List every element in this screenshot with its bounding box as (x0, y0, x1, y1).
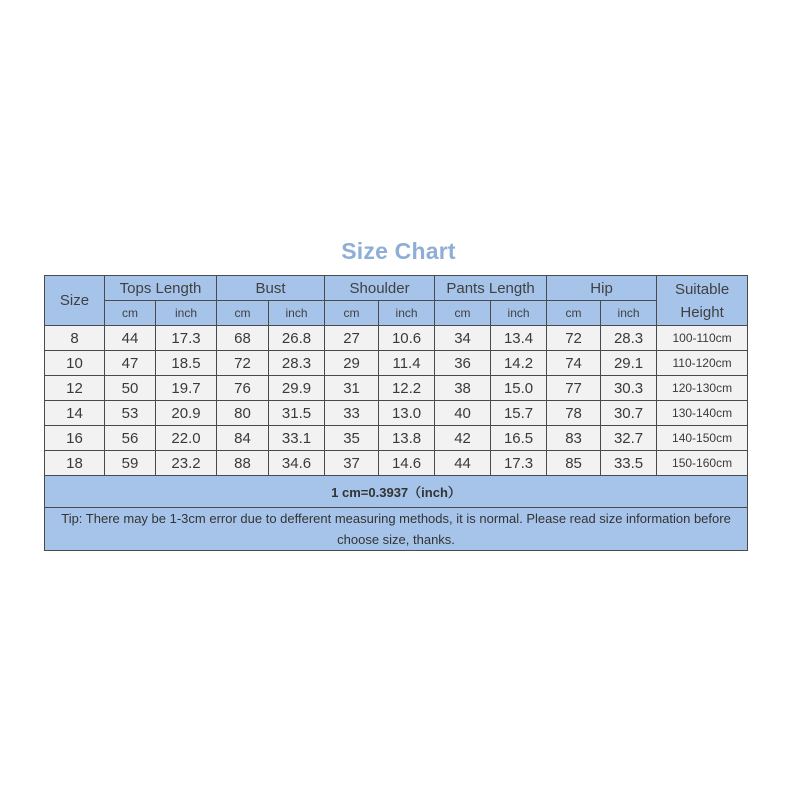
measurement-cell: 88 (217, 451, 269, 476)
table-row (45, 451, 748, 476)
size-cell: 14 (45, 401, 105, 426)
measurement-cell: 29.9 (269, 376, 325, 401)
header-group: Shoulder (325, 276, 435, 301)
chart-title: Size Chart (341, 238, 456, 264)
size-cell: 8 (45, 326, 105, 351)
header-unit: inch (156, 301, 217, 326)
measurement-cell: 83 (547, 426, 601, 451)
measurement-cell: 28.3 (601, 326, 657, 351)
measurement-cell: 30.3 (601, 376, 657, 401)
table-row (45, 401, 748, 426)
measurement-cell: 53 (105, 401, 156, 426)
header-unit: cm (435, 301, 491, 326)
size-cell: 18 (45, 451, 105, 476)
measurement-cell: 56 (105, 426, 156, 451)
measurement-cell: 29 (325, 351, 379, 376)
measurement-cell: 47 (105, 351, 156, 376)
measurement-cell: 23.2 (156, 451, 217, 476)
height-cell: 120-130cm (657, 376, 748, 401)
conversion-note: 1 cm=0.3937（inch） (45, 476, 748, 508)
measurement-cell: 44 (435, 451, 491, 476)
measurement-cell: 74 (547, 351, 601, 376)
header-group: Tops Length (105, 276, 217, 301)
measurement-cell: 76 (217, 376, 269, 401)
header-unit: cm (105, 301, 156, 326)
header-unit: inch (491, 301, 547, 326)
measurement-cell: 33 (325, 401, 379, 426)
measurement-cell: 13.4 (491, 326, 547, 351)
measurement-cell: 10.6 (379, 326, 435, 351)
header-suitable-line1: Suitable (674, 280, 730, 298)
size-chart-table (44, 275, 748, 551)
size-cell: 10 (45, 351, 105, 376)
height-cell: 130-140cm (657, 401, 748, 426)
height-cell: 100-110cm (657, 326, 748, 351)
measurement-cell: 42 (435, 426, 491, 451)
measurement-cell: 31.5 (269, 401, 325, 426)
tip-row (45, 508, 748, 551)
measurement-cell: 50 (105, 376, 156, 401)
conversion-row (45, 476, 748, 508)
size-cell: 12 (45, 376, 105, 401)
measurement-cell: 84 (217, 426, 269, 451)
measurement-cell: 32.7 (601, 426, 657, 451)
header-group: Pants Length (435, 276, 547, 301)
size-table-body (45, 276, 748, 551)
measurement-cell: 34.6 (269, 451, 325, 476)
measurement-cell: 29.1 (601, 351, 657, 376)
height-cell: 110-120cm (657, 351, 748, 376)
measurement-cell: 19.7 (156, 376, 217, 401)
measurement-cell: 12.2 (379, 376, 435, 401)
header-size: Size (45, 276, 105, 326)
header-unit: cm (325, 301, 379, 326)
table-row (45, 426, 748, 451)
measurement-cell: 40 (435, 401, 491, 426)
table-row (45, 376, 748, 401)
measurement-cell: 31 (325, 376, 379, 401)
height-cell: 150-160cm (657, 451, 748, 476)
table-row (45, 326, 748, 351)
measurement-cell: 33.5 (601, 451, 657, 476)
height-cell: 140-150cm (657, 426, 748, 451)
measurement-cell: 14.2 (491, 351, 547, 376)
measurement-cell: 17.3 (491, 451, 547, 476)
measurement-cell: 33.1 (269, 426, 325, 451)
header-unit: inch (269, 301, 325, 326)
header-suitable-line2: Height (680, 303, 724, 321)
measurement-cell: 28.3 (269, 351, 325, 376)
measurement-cell: 15.7 (491, 401, 547, 426)
measurement-cell: 16.5 (491, 426, 547, 451)
measurement-cell: 15.0 (491, 376, 547, 401)
measurement-cell: 14.6 (379, 451, 435, 476)
measurement-cell: 17.3 (156, 326, 217, 351)
size-cell: 16 (45, 426, 105, 451)
measurement-cell: 34 (435, 326, 491, 351)
measurement-cell: 68 (217, 326, 269, 351)
measurement-cell: 85 (547, 451, 601, 476)
measurement-cell: 80 (217, 401, 269, 426)
table-row (45, 351, 748, 376)
measurement-cell: 27 (325, 326, 379, 351)
measurement-cell: 20.9 (156, 401, 217, 426)
measurement-cell: 38 (435, 376, 491, 401)
measurement-cell: 37 (325, 451, 379, 476)
measurement-cell: 44 (105, 326, 156, 351)
header-unit: inch (601, 301, 657, 326)
measurement-cell: 13.8 (379, 426, 435, 451)
measurement-cell: 22.0 (156, 426, 217, 451)
measurement-cell: 13.0 (379, 401, 435, 426)
measurement-cell: 26.8 (269, 326, 325, 351)
header-unit-row (45, 301, 748, 326)
header-suitable-height (657, 276, 748, 326)
measurement-cell: 72 (547, 326, 601, 351)
header-group-row (45, 276, 748, 301)
measurement-cell: 30.7 (601, 401, 657, 426)
measurement-cell: 78 (547, 401, 601, 426)
header-unit: cm (217, 301, 269, 326)
measurement-cell: 18.5 (156, 351, 217, 376)
header-group: Bust (217, 276, 325, 301)
measurement-cell: 72 (217, 351, 269, 376)
header-group: Hip (547, 276, 657, 301)
measurement-cell: 35 (325, 426, 379, 451)
measurement-cell: 77 (547, 376, 601, 401)
header-unit: inch (379, 301, 435, 326)
header-unit: cm (547, 301, 601, 326)
measurement-cell: 36 (435, 351, 491, 376)
measurement-cell: 59 (105, 451, 156, 476)
measurement-cell: 11.4 (379, 351, 435, 376)
tip-note: Tip: There may be 1-3cm error due to defferent measuring methods, it is normal. Please read size information before choose size, thanks. (45, 508, 748, 551)
